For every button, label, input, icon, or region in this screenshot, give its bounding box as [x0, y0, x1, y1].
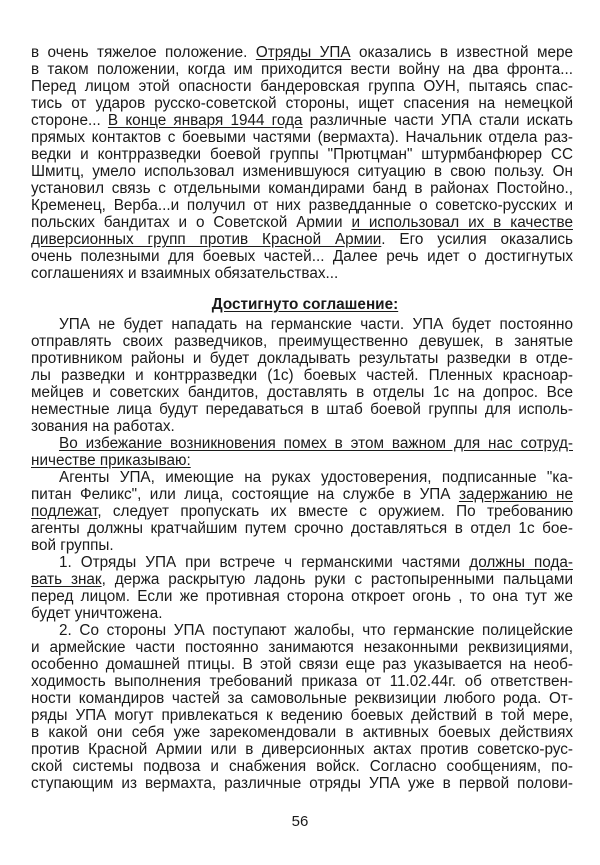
- text-segment: агенты должны кратчайшим путем срочно доставляться в отдел 1с бое-: [31, 520, 573, 537]
- underlined-text: В конце января 1944 года: [107, 112, 303, 129]
- text-segment: , держа раскрытую ладонь руки с растопыренными пальцами: [101, 571, 573, 588]
- text-line: [31, 622, 573, 639]
- paragraph-agreement: [31, 316, 573, 792]
- underlined-text: подлежат: [31, 503, 98, 520]
- text-line: [31, 486, 573, 503]
- text-segment: ходимость выполнения требований приказа от 11.02.44г. об ответствен-: [31, 673, 573, 690]
- underlined-text: и использовал их в качестве: [351, 214, 573, 231]
- page-number: 56: [291, 813, 309, 830]
- text-line: [31, 231, 573, 248]
- text-line: [31, 571, 573, 588]
- text-line: [31, 401, 573, 418]
- text-segment: Агенты УПА, имеющие на руках удостоверения, подписанные "ка-: [59, 469, 573, 486]
- text-line: [31, 265, 573, 282]
- underlined-text: задержанию не: [458, 486, 574, 503]
- text-line: [31, 554, 573, 571]
- text-line: [31, 163, 573, 180]
- underlined-text: Отряды УПА: [255, 44, 351, 61]
- text-line: [31, 452, 573, 469]
- text-segment: будет уничтожена.: [31, 605, 163, 622]
- text-line: [31, 673, 573, 690]
- text-segment: , следует пропускать их вместе с оружием. По требованию: [97, 503, 573, 520]
- text-segment: питан Феликс", или лица, состоящие на службе в УПА: [31, 486, 459, 503]
- text-line: [31, 690, 573, 707]
- text-line: [31, 758, 573, 775]
- text-line: [31, 520, 573, 537]
- text-line: [31, 95, 573, 112]
- text-segment: установил связь с отдельными командирами банд в районах Постойно.,: [31, 180, 573, 197]
- text-line: [31, 316, 573, 333]
- text-line: [31, 146, 573, 163]
- text-line: [31, 61, 573, 78]
- text-line: [31, 707, 573, 724]
- text-line: [31, 129, 573, 146]
- text-segment: оказались в известной мере: [350, 44, 573, 61]
- text-line: [31, 214, 573, 231]
- text-segment: Шмитц, умело использовал изменившуюся ситуацию в свою пользу. Он: [31, 163, 573, 180]
- text-line: [31, 537, 573, 554]
- text-segment: неместные лица будут передаваться в штаб боевой группы для исполь-: [31, 401, 573, 418]
- text-line: [31, 588, 573, 605]
- text-line: [31, 469, 573, 486]
- text-line: [31, 197, 573, 214]
- underlined-text: ничестве приказываю:: [31, 452, 191, 469]
- text-line: [31, 418, 573, 435]
- text-line: [31, 350, 573, 367]
- text-line: [31, 775, 573, 792]
- text-segment: стороне...: [31, 112, 108, 129]
- text-segment: ности командиров частей за самовольные реквизиции любого рода. От-: [31, 690, 573, 707]
- text-line: [31, 639, 573, 656]
- text-line: [31, 44, 573, 61]
- text-segment: в очень тяжелое положение.: [31, 44, 256, 61]
- text-segment: 2. Со стороны УПА поступают жалобы, что германские полицейские: [59, 622, 573, 639]
- text-segment: в какой они себя уже зарекомендовали в активных боевых действиях: [31, 724, 573, 741]
- text-segment: Кременец, Верба...и получил от них разведданные о советско-русских и: [31, 197, 573, 214]
- text-segment: 1. Отряды УПА при встрече ч германскими частями: [59, 554, 470, 571]
- text-line: [31, 656, 573, 673]
- text-segment: УПА не будет нападать на германские части. УПА будет постоянно: [59, 316, 573, 333]
- text-line: [31, 78, 573, 95]
- underlined-text: диверсионных групп против Красной Армии: [31, 231, 382, 248]
- text-segment: в таком положении, когда им приходится вести войну на два фронта...: [31, 61, 573, 78]
- text-segment: лы разведки и контрразведки (1с) боевых частей. Пленных красноар-: [31, 367, 573, 384]
- text-segment: тись от ударов русско-советской стороны, ищет спасения на немецкой: [31, 95, 573, 112]
- text-segment: . Его усилия оказались: [381, 231, 573, 248]
- text-segment: ступающим из вермахта, различные отряды УПА уже в первой полови-: [31, 775, 573, 792]
- text-segment: зования на работах.: [31, 418, 175, 435]
- text-segment: прямых контактов с боевыми частями (вермахта). Начальник отдела раз-: [31, 129, 573, 146]
- text-line: [31, 248, 573, 265]
- text-segment: и армейские части постоянно занимаются незаконными реквизициями,: [31, 639, 573, 656]
- text-segment: мейцев и советских бандитов, доставлять в отделы 1с на допрос. Все: [31, 384, 573, 401]
- text-segment: очень полезными для боевых частей... Далее речь идет о достигнутых: [31, 248, 573, 265]
- text-line: [31, 724, 573, 741]
- text-segment: особенно домашней птицы. В этой связи еще раз указывается на необ-: [31, 656, 573, 673]
- underlined-text: Во избежание возникновения помех в этом важном для нас сотруд-: [59, 435, 573, 452]
- underlined-text: должны пода-: [469, 554, 573, 571]
- text-segment: ведки и контрразведки боевой группы "Прютцман" штурмбанфюрер СС: [31, 146, 573, 163]
- text-segment: ряды УПА могут привлекаться к ведению боевых действий в той мере,: [31, 707, 573, 724]
- text-line: [31, 435, 573, 452]
- text-line: [31, 384, 573, 401]
- underlined-text: вать знак: [31, 571, 102, 588]
- text-segment: различные части УПА стали искать: [302, 112, 574, 129]
- text-line: [31, 503, 573, 520]
- text-line: [31, 180, 573, 197]
- text-segment: противником районы и будет докладывать результаты разведки в отде-: [31, 350, 573, 367]
- text-segment: перед лицом. Если же противная сторона откроет огонь , то она тут же: [31, 588, 573, 605]
- text-segment: вой группы.: [31, 537, 114, 554]
- text-segment: отправлять своих разведчиков, преимущественно девушек, в занятые: [31, 333, 573, 350]
- text-line: [31, 333, 573, 350]
- text-segment: против Красной Армии или в диверсионных актах против советско-рус-: [31, 741, 573, 758]
- text-line: [31, 741, 573, 758]
- text-segment: Перед лицом этой опасности бандеровская группа ОУН, пытаясь спас-: [31, 78, 573, 95]
- text-line: [31, 367, 573, 384]
- text-segment: ской системы подвоза и снабжения войск. Согласно сообщениям, по-: [31, 758, 573, 775]
- text-line: [31, 112, 573, 129]
- paragraph-intro: [31, 44, 573, 282]
- text-segment: польских бандитах и о Советской Армии: [31, 214, 352, 231]
- section-heading: Достигнуто соглашение:: [211, 296, 399, 313]
- text-line: [31, 605, 573, 622]
- text-segment: соглашениях и взаимных обязательствах...: [31, 265, 339, 282]
